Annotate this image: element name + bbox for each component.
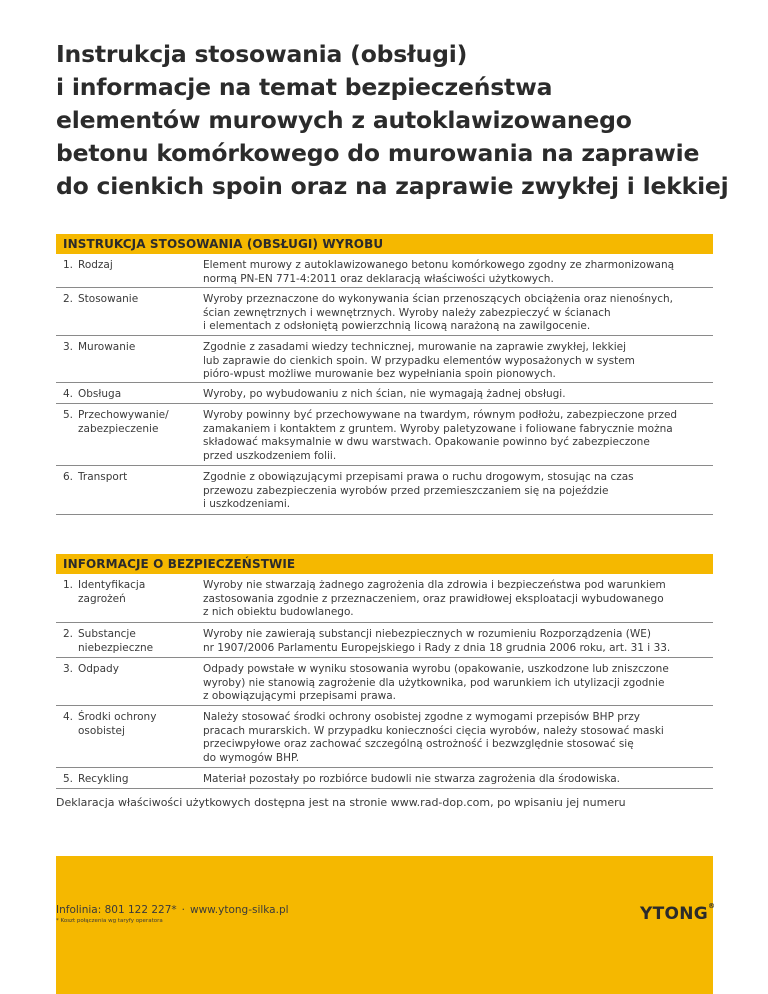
- contact-line: [56, 904, 289, 916]
- row-text: Materiał pozostały po rozbiórce budowli nie stwarza zagrożenia dla środowiska.: [203, 773, 621, 785]
- safety-information-section: [56, 554, 713, 789]
- row-text: Element murowy z autoklawizowanego betonu komórkowego zgodny ze zharmonizowaną normą PN-EN 771-4:2011 oraz deklaracją właściwości użytkowych.: [203, 259, 675, 285]
- table-row: [56, 336, 713, 383]
- section-heading: INFORMACJE O BEZPIECZEŃSTWIE: [56, 554, 713, 574]
- row-text: Wyroby nie zawierają substancji niebezpiecznych w rozumieniu Rozporządzenia (WE) nr 1907/2006 Parlamentu Europejskiego i Rady z dnia 18 grudnia 2006 roku, art. 31 i 33.: [203, 628, 671, 654]
- row-label: 1. Rodzaj: [63, 259, 113, 271]
- website-link[interactable]: www.ytong-silka.pl: [189, 904, 289, 916]
- row-label: 1. Identyfikacja zagrożeń: [63, 579, 146, 605]
- fine-print: * Koszt połączenia wg taryfy operatora: [56, 918, 163, 924]
- row-text: Odpady powstałe w wyniku stosowania wyrobu (opakowanie, uszkodzone lub zniszczone wyroby) nie stanowią zagrożenie dla użytkownika, pod warunkiem ich utylizacji zgodnie z obowiązującymi przepisami prawa.: [203, 663, 669, 703]
- row-label: 2. Stosowanie: [63, 293, 139, 305]
- table-row: [56, 466, 713, 515]
- table-row: [56, 768, 713, 789]
- usage-instructions-section: [56, 234, 713, 515]
- title-line: i informacje na temat bezpieczeństwa: [56, 73, 553, 101]
- table-row: [56, 404, 713, 466]
- title-line: do cienkich spoin oraz na zaprawie zwykłej i lekkiej: [56, 172, 729, 200]
- separator: ·: [181, 904, 185, 916]
- table-row: [56, 574, 713, 623]
- table-row: [56, 706, 713, 768]
- table-row: [56, 658, 713, 706]
- row-text: Wyroby powinny być przechowywane na twardym, równym podłożu, zabezpieczone przed zamakaniem i kontaktem z gruntem. Wyroby paletyzowane i foliowane fabrycznie można składować maksymalnie w dwu warstwach. Opakowanie powinno być zabezpieczone przed uszkodzeniem folii.: [203, 409, 678, 462]
- row-label: 2. Substancje niebezpieczne: [63, 628, 154, 654]
- row-label: 4. Obsługa: [63, 388, 122, 400]
- title-line: betonu komórkowego do murowania na zaprawie: [56, 139, 700, 167]
- footer-banner: [56, 856, 716, 994]
- ytong-logo: YTONG®: [640, 902, 716, 924]
- row-label: 4. Środki ochrony osobistej: [63, 711, 157, 737]
- table-row: [56, 288, 713, 336]
- row-label: 3. Odpady: [63, 663, 119, 675]
- row-text: Wyroby nie stwarzają żadnego zagrożenia dla zdrowia i bezpieczeństwa pod warunkiem zastosowania zgodnie z przeznaczeniem, oraz prawidłowej eksploatacji wybudowanego z nich obiektu budowlanego.: [203, 579, 666, 619]
- row-label: 5. Przechowywanie/ zabezpieczenie: [63, 409, 169, 435]
- row-label: 6. Transport: [63, 471, 128, 483]
- title-line: elementów murowych z autoklawizowanego: [56, 106, 632, 134]
- table-row: [56, 383, 713, 404]
- section-heading: INSTRUKCJA STOSOWANIA (OBSŁUGI) WYROBU: [56, 234, 713, 254]
- table-row: [56, 623, 713, 658]
- row-label: 5. Recykling: [63, 773, 129, 785]
- title-line: Instrukcja stosowania (obsługi): [56, 40, 468, 68]
- table-row: [56, 254, 713, 288]
- hotline-text: Infolinia: 801 122 227*: [56, 904, 177, 916]
- page-title: [56, 38, 736, 203]
- row-text: Zgodnie z zasadami wiedzy technicznej, murowanie na zaprawie zwykłej, lekkiej lub zaprawie do cienkich spoin. W przypadku elementów wyposażonych w system pióro-wpust możliwe murowanie bez wypełniania spoin pionowych.: [203, 341, 635, 381]
- row-text: Wyroby przeznaczone do wykonywania ścian przenoszących obciążenia oraz nienośnych, ścian zewnętrznych i wewnętrznych. Wyroby należy zabezpieczyć w ścianach i elementach z odsłoniętą powierzchnią licową narażoną na zawilgocenie.: [203, 293, 674, 333]
- declaration-note: Deklaracja właściwości użytkowych dostępna jest na stronie www.rad-dop.com, po wpisaniu jej numeru: [56, 796, 626, 809]
- row-label: 3. Murowanie: [63, 341, 136, 353]
- row-text: Zgodnie z obowiązującymi przepisami prawa o ruchu drogowym, stosując na czas przewozu zabezpieczenia wyrobów przed przemieszczaniem się na pojeździe i uszkodzeniami.: [203, 471, 634, 511]
- row-text: Wyroby, po wybudowaniu z nich ścian, nie wymagają żadnej obsługi.: [203, 388, 566, 400]
- row-text: Należy stosować środki ochrony osobistej zgodne z wymogami przepisów BHP przy pracach murarskich. W przypadku konieczności cięcia wyrobów, należy stosować maski przeciwpyłowe oraz zachować szczególną ostrożność i bezwzględnie stosować się do wymogów BHP.: [203, 711, 664, 764]
